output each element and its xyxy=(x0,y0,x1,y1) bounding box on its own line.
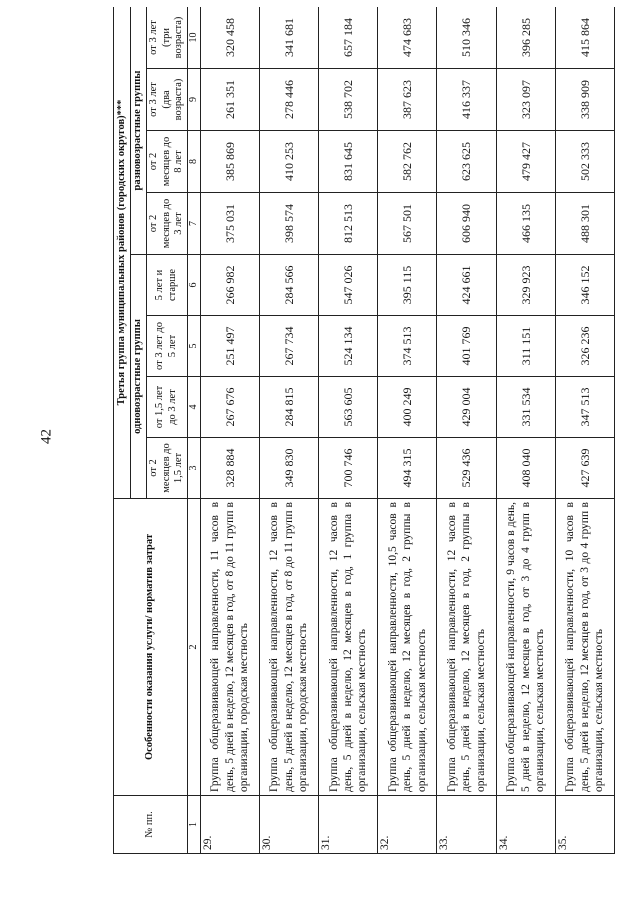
cost-value: 510 346 xyxy=(437,7,496,69)
cost-value: 398 574 xyxy=(259,193,318,255)
cost-value: 479 427 xyxy=(496,131,555,193)
cost-value: 284 566 xyxy=(259,255,318,316)
header-single-age: одновозрастные группы xyxy=(131,255,147,499)
cost-value: 474 683 xyxy=(378,7,437,69)
cost-value: 416 337 xyxy=(437,69,496,131)
cost-value: 346 152 xyxy=(555,255,614,316)
cost-value: 563 605 xyxy=(319,377,378,438)
header-mixed-age: разновозрастные группы xyxy=(131,7,147,255)
header-col3: от 2 месяцев до 1,5 лет xyxy=(147,438,188,499)
cost-value: 700 746 xyxy=(319,438,378,499)
cost-value: 529 436 xyxy=(437,438,496,499)
cost-value: 375 031 xyxy=(200,193,259,255)
cost-value: 326 236 xyxy=(555,316,614,377)
index-cell: 5 xyxy=(187,316,200,377)
index-cell: 10 xyxy=(187,7,200,69)
cost-value: 415 864 xyxy=(555,7,614,69)
row-description: Группа общеразвивающей направленности, 10 часов в день, 5 дней в неделю, 12 месяцев в год, от 3 до 4 групп в организации, сельская местность xyxy=(555,499,614,796)
header-group3: Третья группа муниципальных районов (городских округов)*** xyxy=(114,7,131,499)
row-number: 34. xyxy=(496,796,555,854)
row-number: 32. xyxy=(378,796,437,854)
index-cell: 8 xyxy=(187,131,200,193)
cost-value: 524 134 xyxy=(319,316,378,377)
cost-value: 657 184 xyxy=(319,7,378,69)
cost-value: 395 115 xyxy=(378,255,437,316)
row-description: Группа общеразвивающей направленности, 9 часов в день, 5 дней в неделю, 12 месяцев в год, от 3 до 4 групп в организации, сельская местность xyxy=(496,499,555,796)
header-col6: 5 лет и старше xyxy=(147,255,188,316)
cost-value: 494 315 xyxy=(378,438,437,499)
cost-value: 278 446 xyxy=(259,69,318,131)
cost-value: 427 639 xyxy=(555,438,614,499)
row-number: 29. xyxy=(200,796,259,854)
header-col8: от 2 месяцев до 8 лет xyxy=(147,131,188,193)
cost-value: 538 702 xyxy=(319,69,378,131)
table-container xyxy=(113,7,615,854)
table-row xyxy=(496,7,555,854)
cost-value: 429 004 xyxy=(437,377,496,438)
cost-value: 284 815 xyxy=(259,377,318,438)
rotated-table-frame xyxy=(113,7,615,854)
cost-value: 567 501 xyxy=(378,193,437,255)
cost-value: 341 681 xyxy=(259,7,318,69)
index-cell: 7 xyxy=(187,193,200,255)
cost-value: 320 458 xyxy=(200,7,259,69)
index-row xyxy=(187,7,200,854)
cost-value: 374 513 xyxy=(378,316,437,377)
cost-value: 400 249 xyxy=(378,377,437,438)
cost-value: 329 923 xyxy=(496,255,555,316)
cost-value: 385 869 xyxy=(200,131,259,193)
index-cell: 4 xyxy=(187,377,200,438)
row-description: Группа общеразвивающей направленности, 12 часов в день, 5 дней в неделю, 12 месяцев в год, от 8 до 11 групп в организации, городская местность xyxy=(259,499,318,796)
page-number: 42 xyxy=(38,429,55,444)
cost-value: 347 513 xyxy=(555,377,614,438)
table-row xyxy=(259,7,318,854)
header-feature: Особенности оказания услуги/ норматив затрат xyxy=(114,499,188,796)
row-number: 33. xyxy=(437,796,496,854)
header-no: № пп. xyxy=(114,796,188,854)
cost-value: 338 909 xyxy=(555,69,614,131)
header-col4: от 1,5 лет до 3 лет xyxy=(147,377,188,438)
cost-value: 410 253 xyxy=(259,131,318,193)
table-row xyxy=(200,7,259,854)
header-col10: от 3 лет (три возраста) xyxy=(147,7,188,69)
cost-value: 331 534 xyxy=(496,377,555,438)
cost-value: 396 285 xyxy=(496,7,555,69)
table-row xyxy=(555,7,614,854)
index-cell: 1 xyxy=(187,796,200,854)
index-cell: 3 xyxy=(187,438,200,499)
cost-value: 328 884 xyxy=(200,438,259,499)
row-description: Группа общеразвивающей направленности, 10,5 часов в день, 5 дней в неделю, 12 месяцев в год, 2 группы в организации, сельская местность xyxy=(378,499,437,796)
cost-value: 266 982 xyxy=(200,255,259,316)
table-row xyxy=(319,7,378,854)
index-cell: 2 xyxy=(187,499,200,796)
cost-value: 267 676 xyxy=(200,377,259,438)
cost-value: 831 645 xyxy=(319,131,378,193)
header-col9: от 3 лет (два возраста) xyxy=(147,69,188,131)
cost-value: 401 769 xyxy=(437,316,496,377)
row-description: Группа общеразвивающей направленности, 11 часов в день, 5 дней в неделю, 12 месяцев в год, от 8 до 11 групп в организации, городская местность xyxy=(200,499,259,796)
cost-norms-table xyxy=(113,7,615,854)
cost-value: 488 301 xyxy=(555,193,614,255)
index-cell: 9 xyxy=(187,69,200,131)
cost-value: 812 513 xyxy=(319,193,378,255)
cost-value: 408 040 xyxy=(496,438,555,499)
cost-value: 623 625 xyxy=(437,131,496,193)
cost-value: 424 661 xyxy=(437,255,496,316)
cost-value: 387 623 xyxy=(378,69,437,131)
row-number: 35. xyxy=(555,796,614,854)
cost-value: 582 762 xyxy=(378,131,437,193)
header-col5: от 3 лет до 5 лет xyxy=(147,316,188,377)
table-row xyxy=(378,7,437,854)
header-col7: от 2 месяцев до 3 лет xyxy=(147,193,188,255)
cost-value: 323 097 xyxy=(496,69,555,131)
index-cell: 6 xyxy=(187,255,200,316)
cost-value: 502 333 xyxy=(555,131,614,193)
cost-value: 547 026 xyxy=(319,255,378,316)
cost-value: 606 940 xyxy=(437,193,496,255)
row-description: Группа общеразвивающей направленности, 12 часов в день, 5 дней в неделю, 12 месяцев в год, 1 группа в организации, сельская местность xyxy=(319,499,378,796)
cost-value: 349 830 xyxy=(259,438,318,499)
row-number: 31. xyxy=(319,796,378,854)
table-body xyxy=(200,7,614,854)
cost-value: 311 151 xyxy=(496,316,555,377)
cost-value: 261 351 xyxy=(200,69,259,131)
cost-value: 267 734 xyxy=(259,316,318,377)
row-description: Группа общеразвивающей направленности, 12 часов в день, 5 дней в неделю, 12 месяцев в год, 2 группы в организации, сельская местность xyxy=(437,499,496,796)
row-number: 30. xyxy=(259,796,318,854)
cost-value: 466 135 xyxy=(496,193,555,255)
table-row xyxy=(437,7,496,854)
cost-value: 251 497 xyxy=(200,316,259,377)
